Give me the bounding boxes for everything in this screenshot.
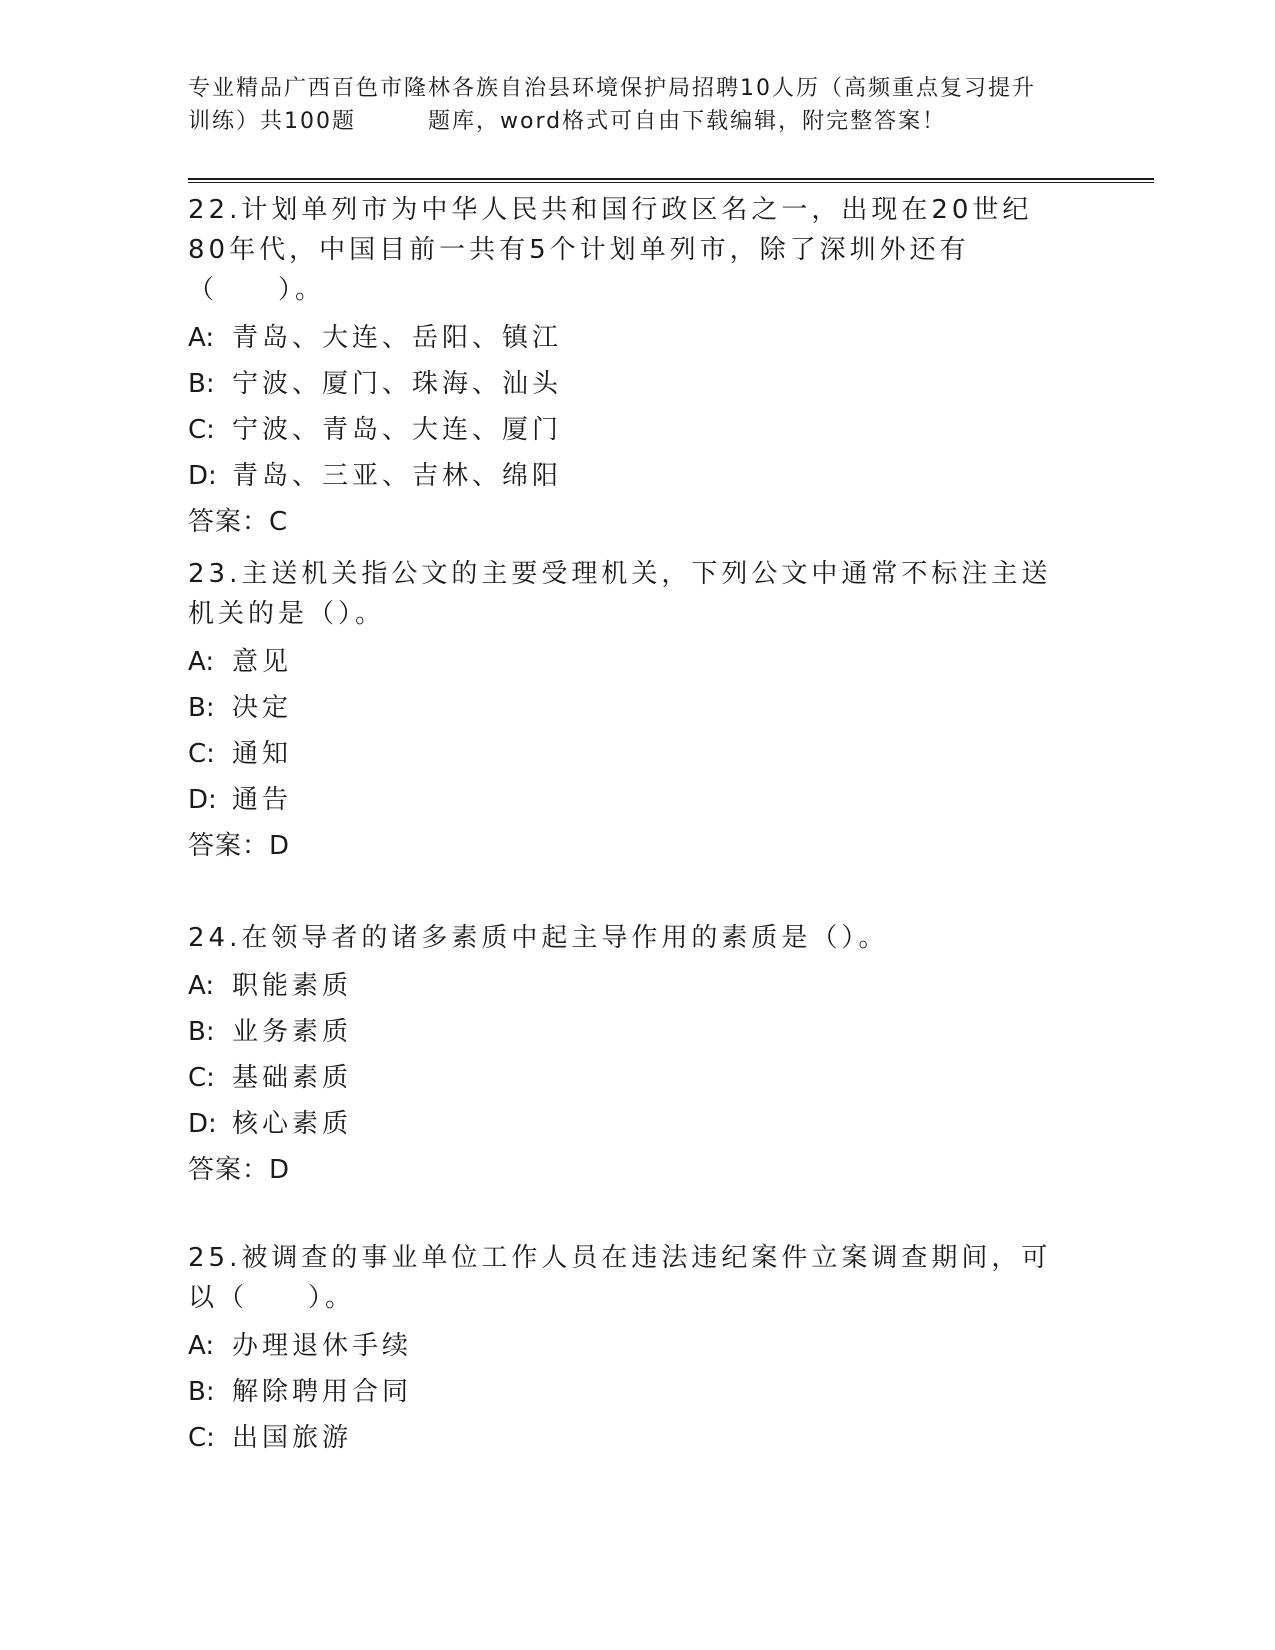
option-key: C: (188, 415, 215, 445)
question-stem: 25.被调查的事业单位工作人员在违法违纪案件立案调查期间，可以（ ）。 (188, 1243, 1052, 1313)
answer-line: 答案：C (188, 507, 289, 537)
option-text: 业务素质 (232, 1017, 353, 1047)
option-key: D: (188, 785, 217, 815)
option-key: C: (188, 739, 215, 769)
header-title-line1: 专业精品广西百色市隆林各族自治县环境保护局招聘10人历（高频重点复习提升 (188, 76, 1036, 101)
option-text: 职能素质 (232, 971, 353, 1001)
option-text: 通告 (232, 785, 293, 815)
option-c (188, 1055, 1068, 1101)
option-key: C: (188, 1423, 215, 1453)
question-stem: 22.计划单列市为中华人民共和国行政区名之一，出现在20世纪80年代，中国目前一共有5个计划单列市，除了深圳外还有（ ）。 (188, 195, 1033, 305)
option-text: 办理退休手续 (232, 1331, 413, 1361)
option-key: B: (188, 1377, 215, 1407)
option-a (188, 1323, 1068, 1369)
option-text: 青岛、大连、岳阳、镇江 (232, 323, 563, 353)
header-divider-thin (188, 182, 1154, 183)
header-title-line2 (188, 105, 1068, 138)
option-key: C: (188, 1063, 215, 1093)
option-key: B: (188, 693, 215, 723)
option-text: 青岛、三亚、吉林、绵阳 (232, 461, 563, 491)
question-23 (188, 554, 1068, 869)
option-key: D: (188, 461, 217, 491)
option-key: A: (188, 323, 215, 353)
question-25 (188, 1238, 1068, 1461)
option-text: 核心素质 (232, 1109, 353, 1139)
option-d (188, 453, 1068, 499)
option-b (188, 1009, 1068, 1055)
option-text: 宁波、青岛、大连、厦门 (232, 415, 563, 445)
header-title-line2-left: 训练）共100题 (188, 109, 356, 134)
option-d (188, 1101, 1068, 1147)
question-stem: 23.主送机关指公文的主要受理机关，下列公文中通常不标注主送机关的是（）。 (188, 559, 1052, 629)
option-text: 解除聘用合同 (232, 1377, 413, 1407)
option-text: 出国旅游 (232, 1423, 353, 1453)
option-text: 宁波、厦门、珠海、汕头 (232, 369, 563, 399)
option-text: 基础素质 (232, 1063, 353, 1093)
option-a (188, 315, 1068, 361)
option-key: B: (188, 1017, 215, 1047)
header-divider-thick (188, 178, 1154, 180)
option-a (188, 639, 1068, 685)
answer-line: 答案：D (188, 831, 291, 861)
option-text: 通知 (232, 739, 293, 769)
option-key: A: (188, 1331, 215, 1361)
question-stem: 24.在领导者的诸多素质中起主导作用的素质是（）。 (188, 923, 889, 953)
option-c (188, 1415, 1068, 1461)
option-c (188, 407, 1068, 453)
option-text: 决定 (232, 693, 293, 723)
option-c (188, 731, 1068, 777)
option-text: 意见 (232, 647, 293, 677)
document-header (188, 72, 1068, 138)
option-key: D: (188, 1109, 217, 1139)
header-title-line2-right: 题库，word格式可自由下载编辑，附完整答案！ (428, 109, 947, 134)
question-22 (188, 190, 1068, 545)
option-b (188, 685, 1068, 731)
option-b (188, 1369, 1068, 1415)
answer-line: 答案：D (188, 1155, 291, 1185)
question-24 (188, 918, 1068, 1193)
option-key: A: (188, 971, 215, 1001)
option-key: B: (188, 369, 215, 399)
option-a (188, 963, 1068, 1009)
option-key: A: (188, 647, 215, 677)
option-d (188, 777, 1068, 823)
option-b (188, 361, 1068, 407)
